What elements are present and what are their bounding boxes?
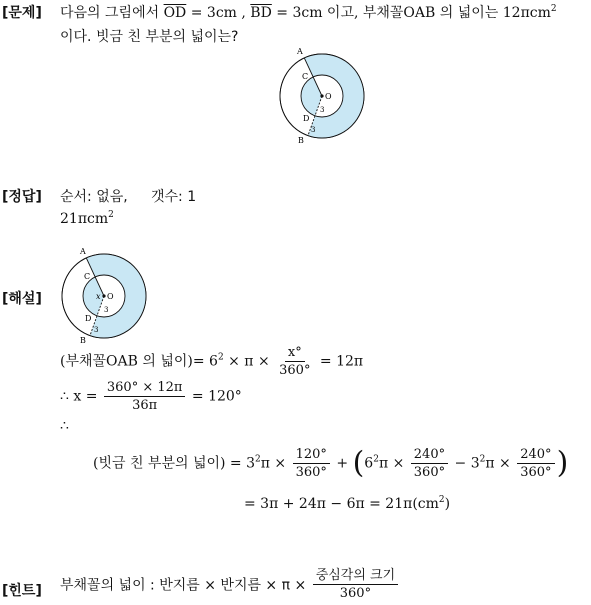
hint-tag: [힌트] <box>2 583 42 599</box>
expl-l4-fraction-3: $\frac{240^\circ}{360^\circ}$ <box>517 447 554 480</box>
expl-l4-fraction-1: $\frac{120^\circ}{360^\circ}$ <box>293 447 330 480</box>
expl-l2-rhs: = 120° <box>187 388 242 405</box>
problem-sup: 2 <box>550 4 557 14</box>
expl-l4-six: 6 <box>364 455 374 472</box>
label-a: A <box>297 47 303 56</box>
expl-l1-rhs: = 12π <box>315 353 364 370</box>
label-x: x <box>96 292 101 301</box>
label-d: D <box>303 114 310 123</box>
answer-count: 갯수: 1 <box>151 189 197 205</box>
label-b: B <box>298 136 304 145</box>
expl-l4-close-paren: ) <box>556 445 569 481</box>
expl-l2-num: 360° × 12π <box>104 380 186 397</box>
explanation-figure <box>58 240 158 344</box>
expl-l1-lhs: (부채꼴OAB 의 넓이)= 6 <box>60 353 218 370</box>
expl-l1-mid: × π × <box>223 353 275 370</box>
explanation-line-4: (빗금 친 부분의 넓이) = $3^2\pi$ × $\frac{120^\circ}{360^\circ}$ + ($6^2\pi$ × $\frac{240^\circ}{360^\circ}$ − $3^2\pi$ × $\frac{240^\circ}{360^\circ}$ ) <box>93 445 569 481</box>
expl-l5-close: ) <box>444 496 451 512</box>
label-b: B <box>80 336 86 344</box>
problem-figure <box>276 44 376 148</box>
hint-line <box>60 568 400 601</box>
expl-l4-pi1: π × <box>260 455 291 472</box>
expl-l2-lhs: ∴ x = <box>60 388 102 405</box>
hint-lhs: 부채꼴의 넓이 : 반지름 × 반지름 × π × <box>60 577 311 594</box>
hint-fraction <box>313 568 398 601</box>
label-o: O <box>325 92 332 101</box>
center-dot <box>102 294 105 297</box>
label-d: D <box>85 314 92 323</box>
problem-tag: [문제] <box>2 5 42 21</box>
expl-l4-sup1: 2 <box>255 454 261 465</box>
answer-order: 순서: 없음, <box>60 189 128 205</box>
hint-num: 중심각의 크기 <box>313 568 398 585</box>
label-3-outer: 3 <box>94 326 99 334</box>
expl-l1-num: x° <box>285 345 305 362</box>
label-a: A <box>80 247 86 256</box>
label-o: O <box>107 292 114 301</box>
expl-l4-plus: + <box>331 455 353 472</box>
explanation-line-2 <box>60 380 242 413</box>
label-3-inner: 3 <box>320 106 325 114</box>
explanation-line-5 <box>244 496 450 512</box>
answer-value <box>60 211 114 227</box>
expl-l1-sup: 2 <box>217 352 224 363</box>
segment-bd: $\overline{BD}$ <box>250 5 272 21</box>
expl-l4-open-paren: ( <box>352 445 365 481</box>
problem-text-b: = 3cm , <box>186 5 251 21</box>
problem-line-2: 이다. 빗금 친 부분의 넓이는? <box>60 29 239 45</box>
expl-l2-fraction <box>104 380 186 413</box>
expl-l5-sup: 2 <box>438 495 445 505</box>
explanation-line-1 <box>60 345 363 378</box>
answer-tag: [정답] <box>2 189 42 205</box>
expl-l4-minus: − 3 <box>450 455 480 472</box>
expl-l4-lhs: (빗금 친 부분의 넓이) = 3 <box>93 455 256 472</box>
hint-den: 360° <box>339 586 372 601</box>
expl-l5-text: = 3π + 24π − 6π = 21π(cm <box>244 496 439 512</box>
segment-od: $\overline{OD}$ <box>163 5 187 21</box>
answer-value-sup: 2 <box>108 210 114 220</box>
expl-l4-fraction-2: $\frac{240^\circ}{360^\circ}$ <box>411 447 448 480</box>
label-3-outer: 3 <box>311 126 316 134</box>
answer-value-text: 21πcm <box>60 211 109 227</box>
expl-l1-fraction <box>276 345 313 378</box>
center-dot <box>320 94 323 97</box>
label-c: C <box>302 72 309 81</box>
label-3-inner: 3 <box>104 306 109 314</box>
problem-text-c: = 3cm 이고, 부채꼴OAB 의 넓이는 12πcm <box>271 5 551 21</box>
problem-line-1 <box>60 2 557 22</box>
expl-l2-den: 36π <box>132 398 158 413</box>
explanation-line-3: ∴ <box>60 418 69 434</box>
problem-text-a: 다음의 그림에서 <box>60 5 164 21</box>
label-c: C <box>84 272 91 281</box>
expl-l1-den: 360° <box>279 363 311 378</box>
explanation-tag: [해설] <box>2 291 42 307</box>
